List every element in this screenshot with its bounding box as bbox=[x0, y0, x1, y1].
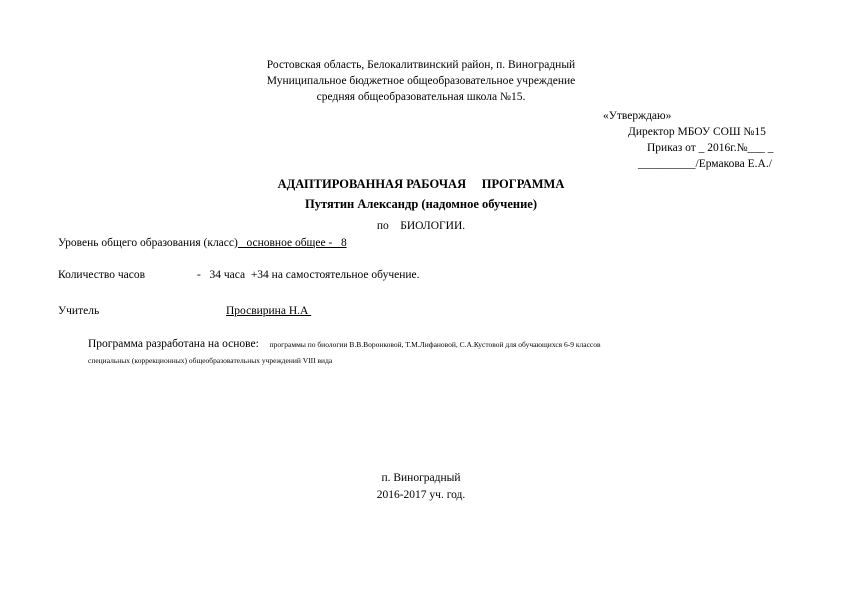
hours-value: - 34 часа +34 на самостоятельное обучение. bbox=[197, 269, 420, 281]
basis-line bbox=[88, 337, 601, 351]
education-level-label: Уровень общего образования (класс) bbox=[58, 237, 238, 249]
subject-prefix: по bbox=[376, 220, 389, 232]
header-school-type: Муниципальное бюджетное общеобразовательное учреждение bbox=[266, 75, 576, 87]
footer-place: п. Виноградный bbox=[381, 472, 461, 484]
basis-text-1: программы по биологии В.В.Воронковой, Т.М.Лифановой, С.А.Кустовой для обучающихся 6-9 классов bbox=[269, 340, 601, 349]
basis-label: Программа разработана на основе: bbox=[88, 338, 259, 350]
approval-signature bbox=[638, 157, 772, 171]
footer-year: 2016-2017 уч. год. bbox=[376, 489, 466, 501]
subject-line bbox=[0, 219, 842, 233]
subject-name: БИОЛОГИИ. bbox=[400, 220, 466, 232]
approval-title: «Утверждаю» bbox=[603, 110, 672, 122]
approval-order: Приказ от _ 2016г.№___ _ bbox=[647, 142, 774, 154]
hours-label: Количество часов bbox=[58, 269, 146, 281]
approval-director: Директор МБОУ СОШ №15 bbox=[628, 126, 766, 138]
signature-name: /Ермакова Е.А./ bbox=[695, 158, 772, 170]
basis-text-2: специальных (коррекционных) общеобразовательных учреждений VIII вида bbox=[88, 356, 333, 365]
teacher-label: Учитель bbox=[58, 305, 100, 317]
student-name: Путятин Александр (надомное обучение) bbox=[305, 197, 537, 211]
header-school-name: средняя общеобразовательная школа №15. bbox=[316, 91, 526, 103]
header-region: Ростовская область, Белокалитвинский район, п. Виноградный bbox=[266, 59, 576, 71]
document-title: АДАПТИРОВАННАЯ РАБОЧАЯ ПРОГРАММА bbox=[277, 177, 565, 191]
signature-line: __________ bbox=[638, 158, 696, 170]
education-level bbox=[58, 236, 347, 250]
teacher-name: Просвирина Н.А bbox=[226, 305, 312, 317]
education-level-value: основное общее - 8 bbox=[237, 237, 347, 249]
